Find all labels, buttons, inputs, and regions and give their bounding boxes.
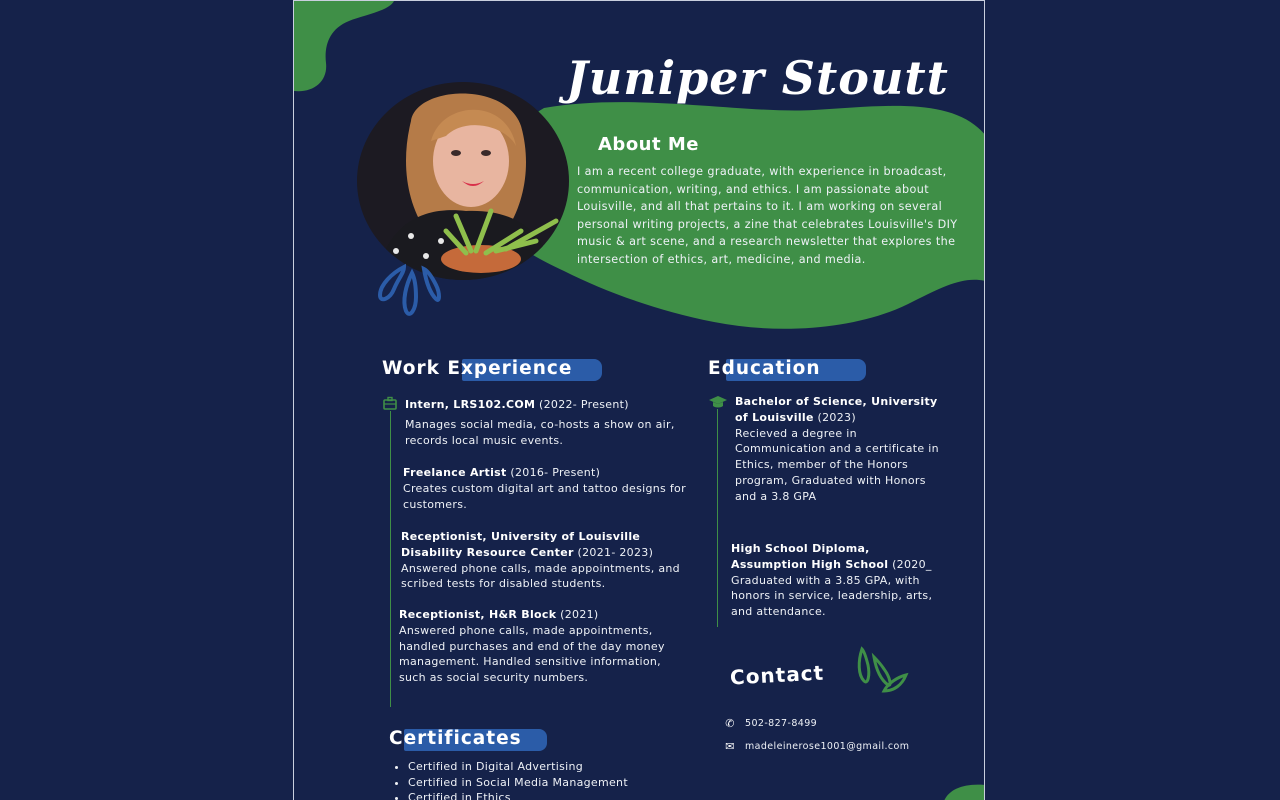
education-entry-title: Bachelor of Science, University of Louisville [735,395,938,424]
work-entry-title: Freelance Artist [403,466,507,479]
mail-icon: ✉ [725,740,735,753]
certificate-item: • Certified in Digital Advertising [408,759,628,775]
resume-page [293,0,985,800]
graduation-cap-icon [708,395,728,409]
work-entry-desc: Answered phone calls, made appointments, and scribed tests for disabled students. [401,561,680,591]
education-entry [735,394,940,505]
work-entry-dates: (2021- 2023) [577,545,654,559]
work-entry-desc: Manages social media, co-hosts a show on air, records local music events. [405,417,675,447]
work-entry [405,397,695,448]
work-entry-title: Receptionist, H&R Block [399,608,557,621]
education-entry-desc: Graduated with a 3.85 GPA, with honors in service, leadership, arts, and attendance. [731,573,933,619]
education-entry-title: High School Diploma, Assumption High School [731,542,889,571]
certificate-item: • Certified in Ethics [408,790,628,800]
work-entry-title: Intern, LRS102.COM [405,398,536,411]
education-entry-dates: (2023) [817,410,856,424]
work-entry-desc: Creates custom digital art and tattoo designs for customers. [403,481,686,511]
work-entry-dates: (2022- Present) [539,398,629,411]
contact-phone-row [724,717,817,730]
contact-title: Contact [729,660,825,690]
education-title: Education [708,358,821,379]
education-entry [731,541,936,620]
work-entry-dates: (2021) [560,608,599,621]
education-timeline [717,409,718,627]
contact-phone[interactable]: 502-827-8499 [745,718,818,729]
work-entry [403,465,695,512]
certificates-list [390,759,628,800]
work-entry-title: Receptionist, University of Louisville Disability Resource Center [401,530,641,559]
resume-name: Juniper Stoutt [566,51,949,105]
green-leaf-decoration [854,645,910,695]
work-entry-dates: (2016- Present) [510,466,601,479]
work-entry [401,529,701,592]
contact-email[interactable]: madeleinerose1001@gmail.com [745,741,910,752]
briefcase-icon [383,396,397,410]
education-entry-desc: Recieved a degree in Communication and a certificate in Ethics, member of the Honors program, Graduated with Honors and a 3.8 GPA [735,426,939,503]
contact-email-row [724,740,909,753]
certificate-item: • Certified in Social Media Management [408,775,628,791]
certificates-title: Certificates [389,728,522,749]
education-entry-dates: (2020_ [892,557,932,571]
about-title: About Me [598,134,699,155]
work-entry-desc: Answered phone calls, made appointments, handled purchases and end of the day money management. Handled sensitive information, such as social security numbers. [399,623,665,685]
phone-icon: ✆ [725,717,735,730]
profile-photo [356,81,570,281]
about-text: I am a recent college graduate, with experience in broadcast, communication, writing, and ethics. I am passionate about Louisville, and all that pertains to it. I am working on several personal writing projects, a zine that celebrates Louisville's DIY music & art scene, and a research newsletter that explores the intersection of ethics, art, medicine, and media. [577,165,958,266]
corner-blob-bottom-decoration [944,781,985,800]
work-entry [399,607,689,686]
work-timeline [390,411,391,707]
work-title: Work Experience [382,358,573,379]
blue-leaf-decoration [374,263,444,321]
